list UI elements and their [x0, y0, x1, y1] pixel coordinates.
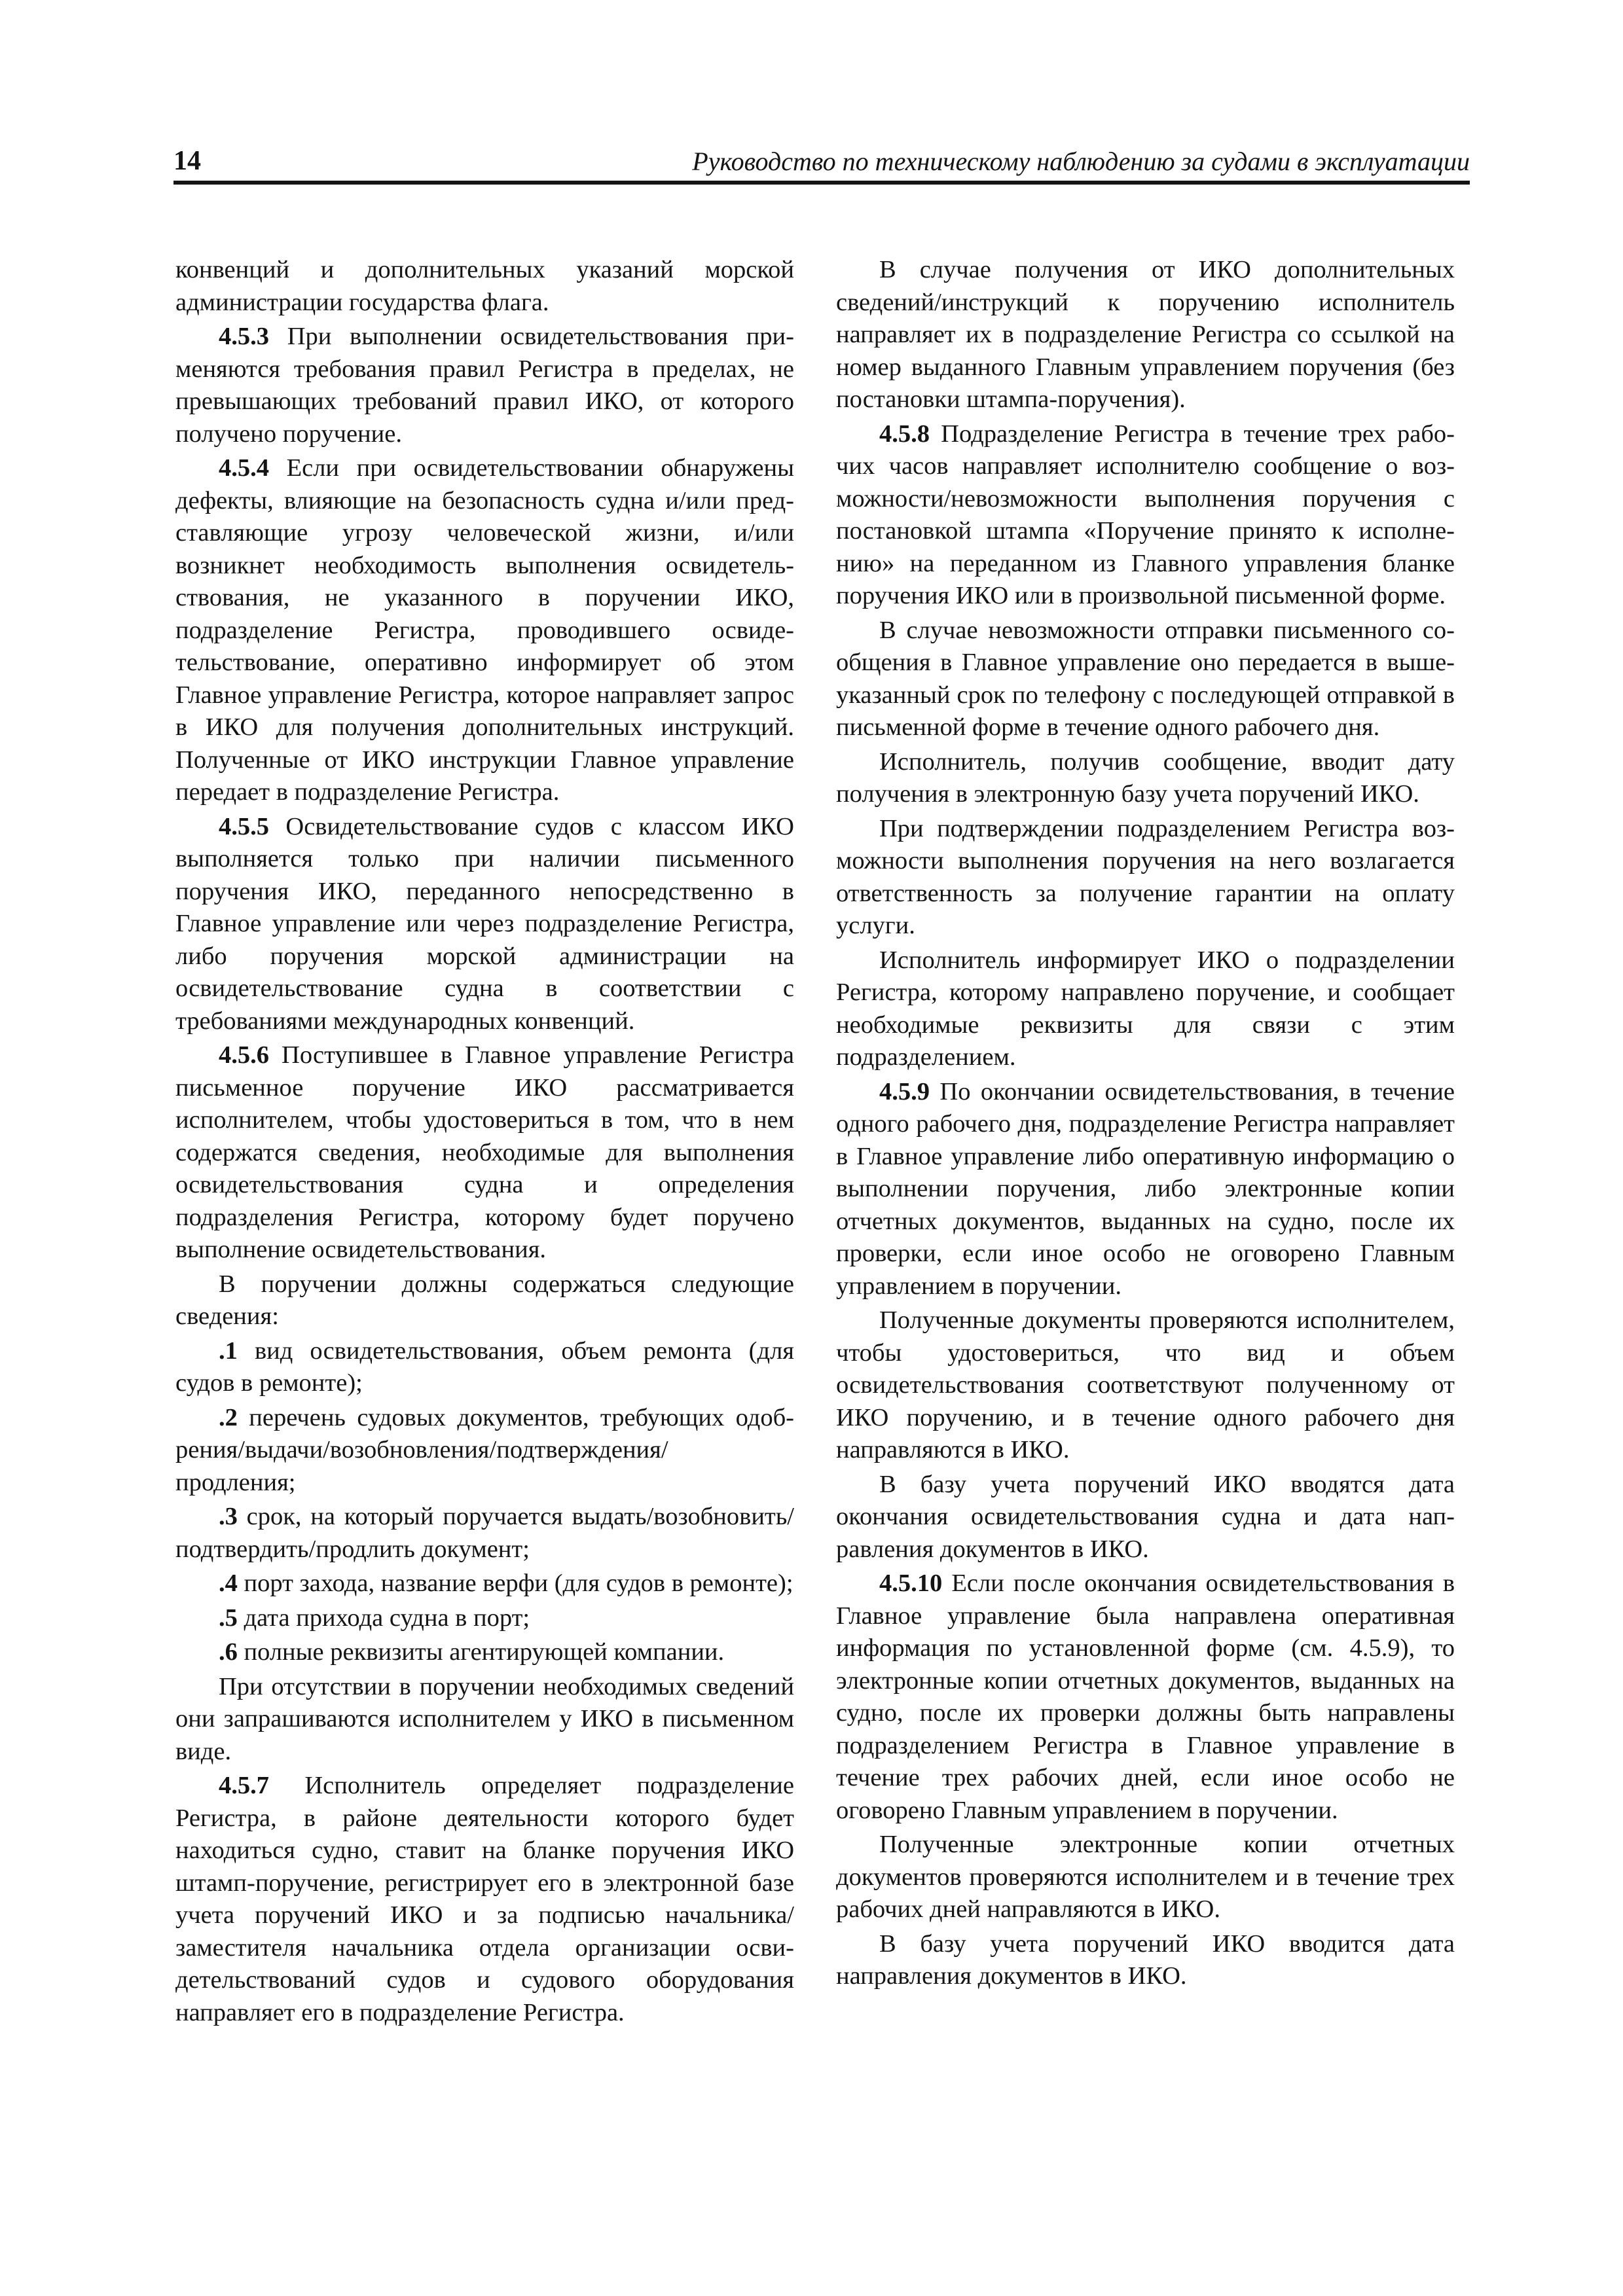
paragraph — [836, 1928, 1455, 1993]
left-column — [175, 254, 794, 2031]
paragraph-text: Исполнитель, получив сообщение, вводит дату получения в электронную базу учета поручений ИКО. — [836, 747, 1455, 808]
paragraph-text: В случае невозможности отправки письменного сообщения в Главное управление оно передается в вышеуказанный срок по телефону с последующей отправкой в письменной форме в течение одного рабочего дня. — [836, 616, 1455, 741]
paragraph-text: конвенций и дополнительных указаний морской администрации государства флага. — [175, 256, 794, 316]
paragraph — [175, 254, 794, 319]
clause-number: 4.5.10 — [879, 1570, 943, 1597]
paragraph — [175, 1402, 794, 1499]
paragraph-text: При подтверждении подразделением Регистра воз-можности выполнения поручения на него возлагается ответственность за получение гарантии на оплату услуги. — [836, 814, 1455, 939]
page-number: 14 — [173, 146, 201, 176]
paragraph — [175, 1039, 794, 1266]
paragraph-text: Исполнитель информирует ИКО о подразделении Регистра, которому направлено поручение, и сообщает необходимые реквизиты для связи с этим подразделением. — [836, 946, 1455, 1071]
right-column — [836, 254, 1455, 1995]
paragraph — [175, 1602, 794, 1635]
page-header — [173, 145, 1470, 179]
paragraph — [175, 1568, 794, 1600]
clause-number: .6 — [219, 1638, 238, 1666]
paragraph-text: В поручении должны содержаться следующие сведения: — [175, 1270, 794, 1330]
paragraph — [175, 811, 794, 1038]
paragraph — [836, 1568, 1455, 1827]
header-rule — [173, 181, 1470, 185]
paragraph — [175, 1335, 794, 1400]
paragraph-text: В случае получения от ИКО дополнительных сведений/инструкций к поручению исполнитель направляет их в подразделение Регистра со ссылкой на номер выданного Главным управлением поручения (без постановки штампа-поручения). — [836, 256, 1455, 413]
paragraph — [175, 1770, 794, 2029]
paragraph-text: вид освидетельствования, объем ремонта (для судов в ремонте); — [175, 1336, 794, 1397]
paragraph — [836, 746, 1455, 811]
paragraph — [175, 321, 794, 450]
clause-number: .2 — [219, 1403, 238, 1431]
paragraph — [836, 813, 1455, 942]
paragraph-text: Поступившее в Главное управление Регистра письменное поручение ИКО рассматривается исполнителем, чтобы удостовериться в том, что в нем содержатся сведения, необходимые для выполнения освидетельствования судна и определения подразделения Регистра, которому будет поручено выполнение освидетельствования. — [175, 1041, 794, 1263]
paragraph — [175, 1501, 794, 1566]
clause-number: 4.5.7 — [219, 1772, 269, 1799]
paragraph — [836, 1829, 1455, 1926]
clause-number: 4.5.8 — [879, 420, 930, 448]
clause-number: 4.5.9 — [879, 1077, 930, 1105]
paragraph-text: срок, на который поручается выдать/возобновить/подтвердить/продлить документ; — [175, 1503, 794, 1563]
paragraph-text: В базу учета поручений ИКО вводятся дата окончания освидетельствования судна и дата направления документов в ИКО. — [836, 1470, 1455, 1563]
paragraph-text: Исполнитель определяет подразделение Регистра, в районе деятельности которого будет находиться судно, ставит на бланке поручения ИКО штамп-поручение, регистрирует его в электронной базе учета поручений ИКО и за подписью начальника/ заместителя начальника отдела организации освидетельствований судов и судового оборудования направляет его в подразделение Регистра. — [175, 1772, 794, 2026]
paragraph — [175, 1268, 794, 1333]
paragraph-text: При выполнении освидетельствования применяются требования правил Регистра в пределах, не превышающих требований правил ИКО, от которого получено поручение. — [175, 323, 794, 448]
paragraph-text: Если после окончания освидетельствования в Главное управление была направлена оперативная информация по установленной форме (см. 4.5.9), то электронные копии отчетных документов, выданных на судно, после их проверки должны быть направлены подразделением Регистра в Главное управление в течение трех рабочих дней, если иное особо не оговорено Главным управлением в поручении. — [836, 1570, 1455, 1824]
clause-number: 4.5.4 — [219, 454, 269, 482]
paragraph-text: Полученные документы проверяются исполнителем, чтобы удостовериться, что вид и объем освидетельствования соответствуют полученному от ИКО поручению, и в течение одного рабочего дня направляются в ИКО. — [836, 1306, 1455, 1463]
paragraph — [175, 1671, 794, 1768]
clause-number: .3 — [219, 1503, 238, 1530]
clause-number: .1 — [219, 1336, 238, 1365]
paragraph-text: Освидетельствование судов с классом ИКО выполняется только при наличии письменного поручения ИКО, переданного непосредственно в Главное управление или через подразделение Регистра, либо поручения морской администрации на освидетельствование судна в соответствии с требованиями международных конвенций. — [175, 812, 794, 1035]
clause-number: .4 — [219, 1570, 238, 1597]
paragraph — [836, 615, 1455, 744]
paragraph-text: Полученные электронные копии отчетных документов проверяются исполнителем и в течение трех рабочих дней направляются в ИКО. — [836, 1831, 1455, 1923]
clause-number: 4.5.3 — [219, 323, 269, 350]
paragraph — [836, 254, 1455, 416]
paragraph-text: Подразделение Регистра в течение трех рабочих часов направляет исполнителю сообщение о возможности/невозможности выполнения поручения с постановкой штампа «Поручение принято к исполнению» на переданном из Главного управления бланке поручения ИКО или в произвольной письменной форме. — [836, 420, 1455, 609]
paragraph-text: порт захода, название верфи (для судов в ремонте); — [237, 1570, 793, 1597]
paragraph-text: Если при освидетельствовании обнаружены дефекты, влияющие на безопасность судна и/или представляющие угрозу человеческой жизни, и/или возникнет необходимость выполнения освидетельствования, не указанного в поручении ИКО, подразделение Регистра, проводившего освидетельствование, оперативно информирует об этом Главное управление Регистра, которое направляет запрос в ИКО для получения дополнительных инструкций. Полученные от ИКО инструкции Главное управление передает в подразделение Регистра. — [175, 454, 794, 806]
clause-number: .5 — [219, 1604, 238, 1632]
paragraph — [836, 1304, 1455, 1467]
paragraph-text: В базу учета поручений ИКО вводится дата направления документов в ИКО. — [836, 1929, 1455, 1990]
running-title: Руководство по техническому наблюдению за судами в эксплуатации — [692, 147, 1470, 176]
paragraph-text: полные реквизиты агентирующей компании. — [237, 1638, 725, 1666]
paragraph — [175, 1636, 794, 1669]
paragraph-text: При отсутствии в поручении необходимых сведений они запрашиваются исполнителем у ИКО в письменном виде. — [175, 1672, 794, 1765]
paragraph — [836, 1076, 1455, 1303]
paragraph — [836, 944, 1455, 1074]
clause-number: 4.5.6 — [219, 1041, 269, 1069]
paragraph-text: дата прихода судна в порт; — [237, 1604, 530, 1632]
paragraph — [836, 418, 1455, 613]
paragraph — [836, 1469, 1455, 1566]
paragraph-text: перечень судовых документов, требующих одоб-рения/выдачи/возобновления/подтверждения/ продления; — [175, 1403, 794, 1496]
paragraph-text: По окончании освидетельствования, в течение одного рабочего дня, подразделение Регистра направляет в Главное управление либо оперативную информацию о выполнении поручения, либо электронные копии отчетных документов, выданных на судно, после их проверки, если иное особо не оговорено Главным управлением в поручении. — [836, 1077, 1455, 1300]
clause-number: 4.5.5 — [219, 812, 269, 840]
paragraph — [175, 452, 794, 809]
